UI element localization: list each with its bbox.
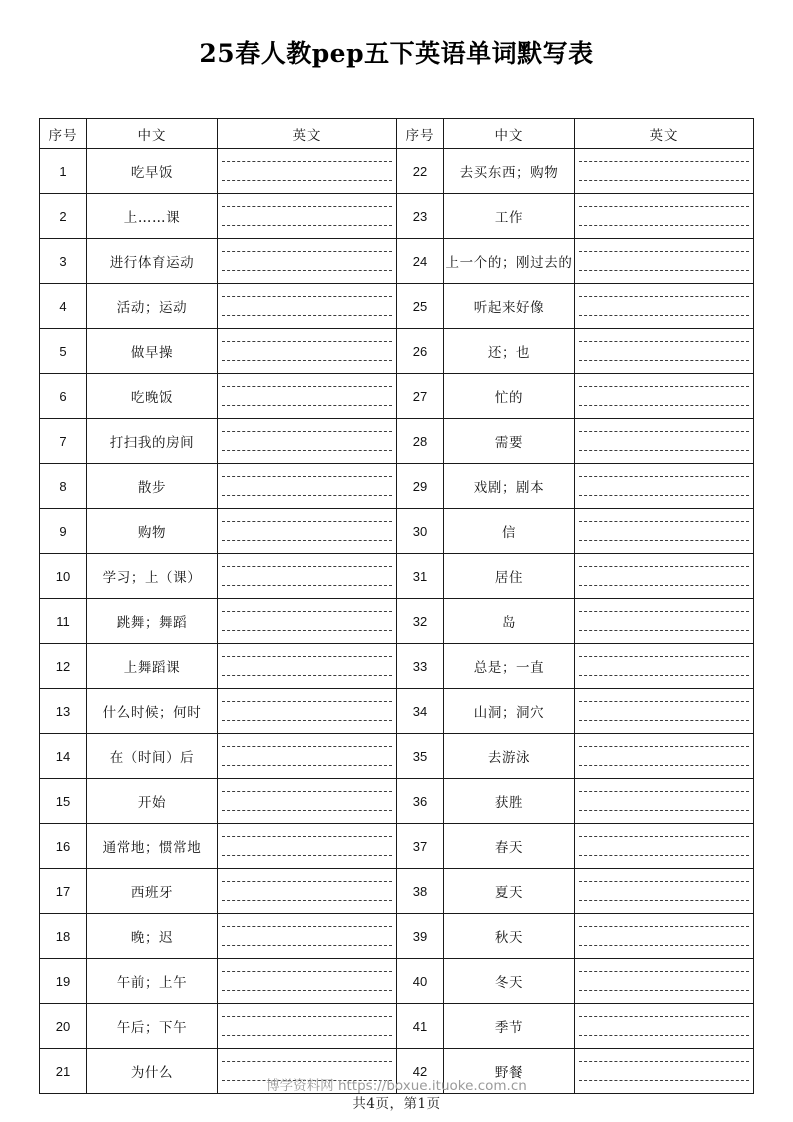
guide-line-bottom: [222, 900, 392, 901]
guide-line-bottom: [222, 720, 392, 721]
table-header: [40, 119, 754, 149]
writing-guide-lines: [579, 971, 749, 991]
chinese-term-left: 为什么: [87, 1049, 218, 1094]
page-indicator: 共4页，第1页: [352, 1096, 441, 1112]
table-row: [40, 644, 754, 689]
chinese-term-left: 午后；下午: [87, 1004, 218, 1049]
chinese-term-left: 学习；上（课）: [87, 554, 218, 599]
guide-line-top: [222, 521, 392, 522]
guide-line-bottom: [579, 990, 749, 991]
writing-guide-lines: [579, 611, 749, 631]
row-number-left: 13: [40, 689, 87, 734]
chinese-term-right: 季节: [444, 1004, 575, 1049]
header-row: [40, 119, 754, 149]
guide-line-bottom: [222, 360, 392, 361]
chinese-term-right: 夏天: [444, 869, 575, 914]
writing-guide-lines: [579, 251, 749, 271]
english-answer-field-left[interactable]: [218, 734, 397, 779]
writing-guide-lines: [222, 746, 392, 766]
row-number-left: 16: [40, 824, 87, 869]
guide-line-top: [579, 296, 749, 297]
writing-guide-lines: [579, 926, 749, 946]
writing-guide-lines: [579, 746, 749, 766]
chinese-term-right: 戏剧；剧本: [444, 464, 575, 509]
english-answer-field-left[interactable]: [218, 869, 397, 914]
row-number-left: 5: [40, 329, 87, 374]
row-number-right: 41: [397, 1004, 444, 1049]
guide-line-bottom: [579, 270, 749, 271]
guide-line-bottom: [579, 225, 749, 226]
writing-guide-lines: [222, 296, 392, 316]
guide-line-bottom: [579, 630, 749, 631]
header-no-left: 序号: [40, 119, 87, 149]
writing-guide-lines: [222, 701, 392, 721]
guide-line-bottom: [579, 855, 749, 856]
writing-guide-lines: [222, 836, 392, 856]
writing-guide-lines: [222, 1016, 392, 1036]
english-answer-field-left[interactable]: [218, 824, 397, 869]
chinese-term-left: 开始: [87, 779, 218, 824]
writing-guide-lines: [222, 251, 392, 271]
chinese-term-left: 通常地；惯常地: [87, 824, 218, 869]
english-answer-field-left[interactable]: [218, 1004, 397, 1049]
guide-line-top: [222, 836, 392, 837]
chinese-term-right: 岛: [444, 599, 575, 644]
table-row: [40, 734, 754, 779]
guide-line-top: [579, 971, 749, 972]
guide-line-bottom: [579, 675, 749, 676]
table-row: [40, 554, 754, 599]
row-number-right: 30: [397, 509, 444, 554]
english-answer-field-left[interactable]: [218, 464, 397, 509]
writing-guide-lines: [579, 206, 749, 226]
chinese-term-right: 总是；一直: [444, 644, 575, 689]
english-answer-field-left[interactable]: [218, 599, 397, 644]
row-number-right: 39: [397, 914, 444, 959]
guide-line-top: [222, 251, 392, 252]
guide-line-bottom: [579, 1035, 749, 1036]
row-number-right: 42: [397, 1049, 444, 1094]
chinese-term-left: 西班牙: [87, 869, 218, 914]
row-number-left: 10: [40, 554, 87, 599]
writing-guide-lines: [222, 161, 392, 181]
writing-guide-lines: [222, 431, 392, 451]
english-answer-field-right[interactable]: [575, 149, 754, 194]
table-row: [40, 959, 754, 1004]
guide-line-top: [222, 431, 392, 432]
guide-line-bottom: [222, 990, 392, 991]
english-answer-field-right[interactable]: [575, 284, 754, 329]
chinese-term-right: 居住: [444, 554, 575, 599]
row-number-left: 3: [40, 239, 87, 284]
site-watermark: 博学资料网 https://boxue.ituoke.com.cn: [266, 1078, 527, 1094]
english-answer-field-right[interactable]: [575, 194, 754, 239]
table-row: [40, 464, 754, 509]
row-number-right: 26: [397, 329, 444, 374]
guide-line-top: [222, 656, 392, 657]
writing-guide-lines: [222, 521, 392, 541]
guide-line-top: [222, 701, 392, 702]
writing-guide-lines: [579, 791, 749, 811]
header-no-right: 序号: [397, 119, 444, 149]
writing-guide-lines: [579, 566, 749, 586]
row-number-left: 4: [40, 284, 87, 329]
row-number-right: 24: [397, 239, 444, 284]
row-number-right: 37: [397, 824, 444, 869]
guide-line-top: [579, 791, 749, 792]
guide-line-top: [579, 1061, 749, 1062]
table-row: [40, 509, 754, 554]
writing-guide-lines: [222, 971, 392, 991]
english-answer-field-right[interactable]: [575, 599, 754, 644]
english-answer-field-right[interactable]: [575, 554, 754, 599]
english-answer-field-right[interactable]: [575, 959, 754, 1004]
row-number-left: 8: [40, 464, 87, 509]
chinese-term-left: 上……课: [87, 194, 218, 239]
chinese-term-left: 什么时候；何时: [87, 689, 218, 734]
guide-line-bottom: [222, 585, 392, 586]
guide-line-bottom: [222, 1035, 392, 1036]
row-number-left: 9: [40, 509, 87, 554]
row-number-right: 29: [397, 464, 444, 509]
row-number-right: 25: [397, 284, 444, 329]
guide-line-bottom: [222, 675, 392, 676]
english-answer-field-right[interactable]: [575, 329, 754, 374]
table-row: [40, 284, 754, 329]
writing-guide-lines: [222, 881, 392, 901]
english-answer-field-right[interactable]: [575, 644, 754, 689]
chinese-term-left: 散步: [87, 464, 218, 509]
table-row: [40, 824, 754, 869]
writing-guide-lines: [579, 341, 749, 361]
header-chinese-right: 中文: [444, 119, 575, 149]
guide-line-bottom: [222, 855, 392, 856]
english-answer-field-right[interactable]: [575, 1004, 754, 1049]
chinese-term-right: 去游泳: [444, 734, 575, 779]
chinese-term-right: 去买东西；购物: [444, 149, 575, 194]
writing-guide-lines: [222, 341, 392, 361]
row-number-left: 15: [40, 779, 87, 824]
guide-line-top: [579, 611, 749, 612]
table-row: [40, 419, 754, 464]
guide-line-top: [222, 746, 392, 747]
chinese-term-left: 上舞蹈课: [87, 644, 218, 689]
table-body: [40, 149, 754, 1094]
guide-line-top: [579, 1016, 749, 1017]
english-answer-field-left[interactable]: [218, 419, 397, 464]
chinese-term-right: 还；也: [444, 329, 575, 374]
table-row: [40, 1004, 754, 1049]
english-answer-field-right[interactable]: [575, 689, 754, 734]
table-row: [40, 194, 754, 239]
guide-line-bottom: [222, 630, 392, 631]
guide-line-top: [222, 476, 392, 477]
row-number-right: 35: [397, 734, 444, 779]
chinese-term-left: 进行体育运动: [87, 239, 218, 284]
english-answer-field-left[interactable]: [218, 239, 397, 284]
header-english-right: 英文: [575, 119, 754, 149]
writing-guide-lines: [579, 161, 749, 181]
guide-line-top: [579, 881, 749, 882]
chinese-term-left: 跳舞；舞蹈: [87, 599, 218, 644]
row-number-left: 1: [40, 149, 87, 194]
writing-guide-lines: [579, 881, 749, 901]
row-number-left: 12: [40, 644, 87, 689]
english-answer-field-right[interactable]: [575, 914, 754, 959]
guide-line-top: [579, 386, 749, 387]
guide-line-top: [579, 701, 749, 702]
chinese-term-right: 需要: [444, 419, 575, 464]
guide-line-bottom: [222, 810, 392, 811]
chinese-term-left: 午前；上午: [87, 959, 218, 1004]
guide-line-top: [579, 656, 749, 657]
guide-line-bottom: [222, 540, 392, 541]
guide-line-top: [222, 881, 392, 882]
writing-guide-lines: [222, 566, 392, 586]
writing-guide-lines: [222, 611, 392, 631]
guide-line-top: [579, 161, 749, 162]
guide-line-bottom: [579, 315, 749, 316]
english-answer-field-right[interactable]: [575, 869, 754, 914]
guide-line-top: [222, 1061, 392, 1062]
page-title: 25春人教pep五下英语单词默写表: [199, 39, 594, 68]
writing-guide-lines: [579, 296, 749, 316]
english-answer-field-left[interactable]: [218, 689, 397, 734]
row-number-left: 18: [40, 914, 87, 959]
row-number-right: 32: [397, 599, 444, 644]
table-row: [40, 914, 754, 959]
row-number-left: 11: [40, 599, 87, 644]
guide-line-top: [222, 386, 392, 387]
chinese-term-left: 做早操: [87, 329, 218, 374]
writing-guide-lines: [222, 386, 392, 406]
row-number-right: 40: [397, 959, 444, 1004]
guide-line-bottom: [222, 450, 392, 451]
header-chinese-left: 中文: [87, 119, 218, 149]
chinese-term-right: 听起来好像: [444, 284, 575, 329]
guide-line-bottom: [579, 495, 749, 496]
guide-line-top: [222, 296, 392, 297]
guide-line-top: [579, 836, 749, 837]
chinese-term-left: 打扫我的房间: [87, 419, 218, 464]
writing-guide-lines: [222, 926, 392, 946]
guide-line-bottom: [222, 945, 392, 946]
row-number-right: 27: [397, 374, 444, 419]
english-answer-field-left[interactable]: [218, 779, 397, 824]
row-number-left: 7: [40, 419, 87, 464]
row-number-right: 22: [397, 149, 444, 194]
row-number-left: 2: [40, 194, 87, 239]
chinese-term-left: 吃晚饭: [87, 374, 218, 419]
english-answer-field-left[interactable]: [218, 644, 397, 689]
guide-line-top: [222, 1016, 392, 1017]
guide-line-top: [579, 206, 749, 207]
english-answer-field-left[interactable]: [218, 374, 397, 419]
table-row: [40, 149, 754, 194]
table-row: [40, 869, 754, 914]
writing-guide-lines: [222, 476, 392, 496]
guide-line-top: [579, 431, 749, 432]
guide-line-top: [579, 476, 749, 477]
chinese-term-right: 春天: [444, 824, 575, 869]
chinese-term-left: 吃早饭: [87, 149, 218, 194]
guide-line-bottom: [579, 405, 749, 406]
english-answer-field-left[interactable]: [218, 149, 397, 194]
vocabulary-table: [39, 118, 754, 1094]
guide-line-bottom: [222, 180, 392, 181]
writing-guide-lines: [222, 206, 392, 226]
chinese-term-right: 工作: [444, 194, 575, 239]
row-number-right: 33: [397, 644, 444, 689]
english-answer-field-left[interactable]: [218, 509, 397, 554]
english-answer-field-right[interactable]: [575, 464, 754, 509]
english-answer-field-left[interactable]: [218, 194, 397, 239]
guide-line-bottom: [579, 585, 749, 586]
chinese-term-left: 活动；运动: [87, 284, 218, 329]
guide-line-top: [579, 746, 749, 747]
writing-guide-lines: [579, 521, 749, 541]
chinese-term-right: 秋天: [444, 914, 575, 959]
chinese-term-right: 野餐: [444, 1049, 575, 1094]
guide-line-top: [222, 611, 392, 612]
guide-line-bottom: [579, 810, 749, 811]
table-row: [40, 239, 754, 284]
chinese-term-left: 晚；迟: [87, 914, 218, 959]
english-answer-field-right[interactable]: [575, 734, 754, 779]
english-answer-field-right[interactable]: [575, 779, 754, 824]
guide-line-bottom: [579, 765, 749, 766]
guide-line-top: [579, 926, 749, 927]
guide-line-top: [579, 341, 749, 342]
english-answer-field-left[interactable]: [218, 329, 397, 374]
writing-guide-lines: [579, 476, 749, 496]
guide-line-bottom: [222, 495, 392, 496]
english-answer-field-right[interactable]: [575, 419, 754, 464]
table-row: [40, 329, 754, 374]
chinese-term-right: 信: [444, 509, 575, 554]
english-answer-field-left[interactable]: [218, 914, 397, 959]
guide-line-top: [579, 251, 749, 252]
writing-guide-lines: [579, 431, 749, 451]
row-number-left: 21: [40, 1049, 87, 1094]
writing-guide-lines: [579, 1016, 749, 1036]
table-row: [40, 374, 754, 419]
chinese-term-left: 购物: [87, 509, 218, 554]
guide-line-top: [222, 971, 392, 972]
guide-line-bottom: [579, 900, 749, 901]
row-number-left: 20: [40, 1004, 87, 1049]
guide-line-bottom: [579, 180, 749, 181]
english-answer-field-right[interactable]: [575, 374, 754, 419]
chinese-term-left: 在（时间）后: [87, 734, 218, 779]
english-answer-field-left[interactable]: [218, 959, 397, 1004]
guide-line-bottom: [222, 765, 392, 766]
writing-guide-lines: [579, 836, 749, 856]
guide-line-top: [222, 791, 392, 792]
guide-line-bottom: [222, 315, 392, 316]
chinese-term-right: 上一个的；刚过去的: [444, 239, 575, 284]
english-answer-field-right[interactable]: [575, 824, 754, 869]
row-number-left: 19: [40, 959, 87, 1004]
writing-guide-lines: [579, 386, 749, 406]
guide-line-bottom: [222, 225, 392, 226]
guide-line-top: [222, 926, 392, 927]
row-number-right: 31: [397, 554, 444, 599]
guide-line-bottom: [222, 270, 392, 271]
row-number-right: 38: [397, 869, 444, 914]
row-number-right: 36: [397, 779, 444, 824]
table-row: [40, 599, 754, 644]
chinese-term-right: 山洞；洞穴: [444, 689, 575, 734]
guide-line-bottom: [579, 450, 749, 451]
writing-guide-lines: [222, 656, 392, 676]
row-number-left: 6: [40, 374, 87, 419]
writing-guide-lines: [579, 701, 749, 721]
guide-line-top: [579, 566, 749, 567]
english-answer-field-left[interactable]: [218, 284, 397, 329]
guide-line-top: [222, 161, 392, 162]
table-row: [40, 689, 754, 734]
guide-line-bottom: [579, 360, 749, 361]
english-answer-field-left[interactable]: [218, 554, 397, 599]
row-number-right: 34: [397, 689, 444, 734]
english-answer-field-right[interactable]: [575, 239, 754, 284]
table-row: [40, 779, 754, 824]
row-number-left: 14: [40, 734, 87, 779]
header-english-left: 英文: [218, 119, 397, 149]
chinese-term-right: 忙的: [444, 374, 575, 419]
chinese-term-right: 获胜: [444, 779, 575, 824]
guide-line-bottom: [222, 405, 392, 406]
guide-line-bottom: [579, 945, 749, 946]
guide-line-top: [222, 206, 392, 207]
row-number-left: 17: [40, 869, 87, 914]
guide-line-bottom: [579, 720, 749, 721]
chinese-term-right: 冬天: [444, 959, 575, 1004]
row-number-right: 23: [397, 194, 444, 239]
writing-guide-lines: [579, 656, 749, 676]
guide-line-top: [222, 341, 392, 342]
guide-line-bottom: [579, 540, 749, 541]
row-number-right: 28: [397, 419, 444, 464]
guide-line-top: [222, 566, 392, 567]
english-answer-field-right[interactable]: [575, 509, 754, 554]
writing-guide-lines: [222, 791, 392, 811]
guide-line-top: [579, 521, 749, 522]
